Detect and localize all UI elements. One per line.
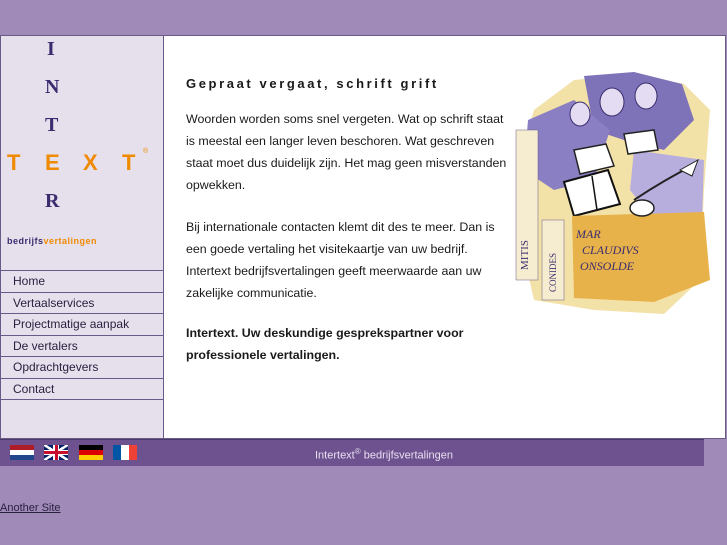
- nav-item-opdrachtgevers[interactable]: Opdrachtgevers: [1, 357, 163, 379]
- illus-vertical-text-2: CONIDES: [548, 252, 558, 292]
- sidebar: [0, 35, 163, 439]
- german-flag-icon[interactable]: [79, 445, 103, 460]
- nav-item-de-vertalers[interactable]: De vertalers: [1, 336, 163, 358]
- footer-registered: ®: [354, 447, 361, 456]
- logo-letter-text-x: X: [83, 150, 98, 175]
- logo-letter-i: I: [47, 38, 55, 60]
- main-content: [163, 35, 726, 439]
- dutch-flag-icon[interactable]: [10, 445, 34, 460]
- collage-illustration: [514, 70, 714, 320]
- illus-vertical-text: MITIS: [519, 240, 531, 270]
- main-nav: [1, 270, 163, 400]
- site-frame: [0, 35, 727, 466]
- illus-text-2: CLAUDIVS: [582, 243, 639, 257]
- footer-suffix: bedrijfsvertalingen: [360, 449, 453, 462]
- language-flags: [10, 445, 143, 463]
- logo-letter-text-t2: T: [122, 150, 136, 175]
- footer-brand: Intertext: [315, 449, 355, 462]
- logo-tagline: [7, 236, 97, 246]
- uk-flag-icon[interactable]: [44, 445, 68, 460]
- footer-copyright: [315, 447, 453, 462]
- illus-text-3: ONSOLDE: [580, 259, 635, 273]
- logo-letter-r: R: [45, 190, 60, 212]
- logo-letter-text-t1: T: [7, 150, 21, 175]
- another-site-link[interactable]: Another Site: [0, 502, 61, 514]
- intro-paragraph: Woorden worden soms snel vergeten. Wat op schrift staat is meestal een langer leven beschoren. Wat geschreven staat moet dus duidelijk zijn. Het mag geen misverstanden opwekken.: [186, 112, 507, 192]
- logo-registered: ®: [143, 148, 149, 155]
- logo-letter-text-e: E: [45, 150, 60, 175]
- logo-letter-n: N: [45, 76, 60, 98]
- illus-text-1: MAR: [576, 227, 601, 241]
- nav-item-home[interactable]: Home: [1, 271, 163, 293]
- page-heading: Gepraat vergaat, schrift grift: [186, 76, 439, 91]
- international-paragraph: Bij internationale contacten klemt dit des te meer. Dan is een goede vertaling het visitekaartje van uw bedrijf. Intertext bedrijfsvertalingen geeft meerwaarde aan uw zakelijke communicatie.: [186, 220, 495, 300]
- nav-item-projectmatige-aanpak[interactable]: Projectmatige aanpak: [1, 314, 163, 336]
- footer-bar: [0, 439, 704, 466]
- tagline-bedrijfs: bedrijfs: [7, 236, 44, 246]
- closing-paragraph: Intertext. Uw deskundige gesprekspartner voor professionele vertalingen.: [186, 326, 464, 362]
- logo-letter-t: T: [45, 114, 59, 136]
- nav-item-contact[interactable]: Contact: [1, 379, 163, 401]
- tagline-vertalingen: vertalingen: [43, 236, 98, 246]
- nav-item-vertaalservices[interactable]: Vertaalservices: [1, 293, 163, 315]
- french-flag-icon[interactable]: [113, 445, 137, 460]
